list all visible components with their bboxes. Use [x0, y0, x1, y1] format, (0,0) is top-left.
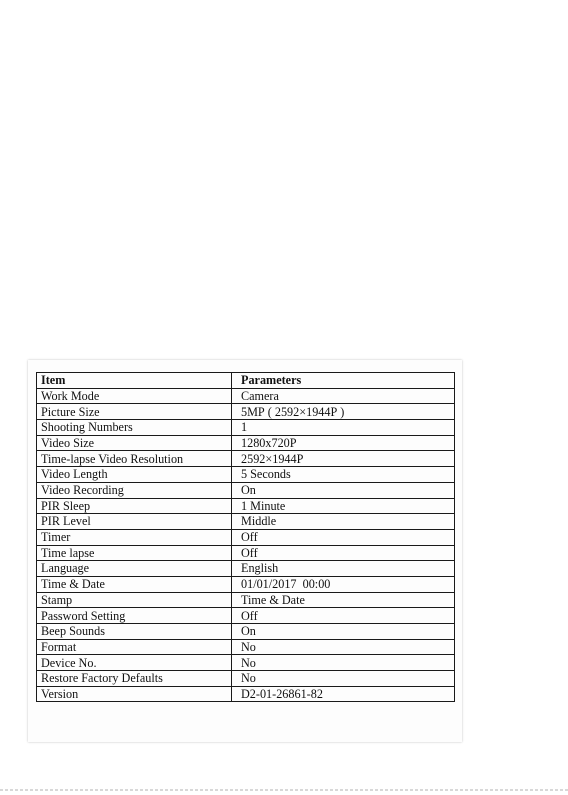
- table-row: [37, 639, 455, 655]
- row-parameter-value: Middle: [232, 514, 455, 530]
- row-parameter-value: 1 Minute: [232, 498, 455, 514]
- row-item-label: Time lapse: [37, 545, 232, 561]
- row-item-label: Device No.: [37, 655, 232, 671]
- header-item: Item: [37, 373, 232, 389]
- table-row: [37, 686, 455, 702]
- row-parameter-value: 1280x720P: [232, 435, 455, 451]
- table-row: [37, 514, 455, 530]
- row-parameter-value: 01/01/2017 00:00: [232, 576, 455, 592]
- row-item-label: PIR Level: [37, 514, 232, 530]
- row-parameter-value: No: [232, 639, 455, 655]
- row-parameter-value: Off: [232, 545, 455, 561]
- row-parameter-value: On: [232, 624, 455, 640]
- table-row: [37, 498, 455, 514]
- row-parameter-value: Off: [232, 529, 455, 545]
- row-parameter-value: 2592×1944P: [232, 451, 455, 467]
- row-parameter-value: Camera: [232, 388, 455, 404]
- row-item-label: Language: [37, 561, 232, 577]
- row-item-label: Timer: [37, 529, 232, 545]
- table-header-row: [37, 373, 455, 389]
- row-item-label: Work Mode: [37, 388, 232, 404]
- table-row: [37, 529, 455, 545]
- table-row: [37, 592, 455, 608]
- row-parameter-value: Off: [232, 608, 455, 624]
- row-item-label: Stamp: [37, 592, 232, 608]
- row-item-label: Video Length: [37, 467, 232, 483]
- row-parameter-value: On: [232, 482, 455, 498]
- row-parameter-value: D2-01-26861-82: [232, 686, 455, 702]
- table-row: [37, 435, 455, 451]
- table-row: [37, 576, 455, 592]
- table-row: [37, 388, 455, 404]
- header-parameters: Parameters: [232, 373, 455, 389]
- row-item-label: Shooting Numbers: [37, 420, 232, 436]
- row-item-label: Restore Factory Defaults: [37, 671, 232, 687]
- table-row: [37, 624, 455, 640]
- table-row: [37, 608, 455, 624]
- row-parameter-value: 5 Seconds: [232, 467, 455, 483]
- page-bottom-edge: [0, 789, 568, 791]
- row-item-label: Video Recording: [37, 482, 232, 498]
- table-row: [37, 451, 455, 467]
- row-item-label: Time-lapse Video Resolution: [37, 451, 232, 467]
- row-parameter-value: 1: [232, 420, 455, 436]
- default-parameters-table: [36, 372, 455, 702]
- row-item-label: Video Size: [37, 435, 232, 451]
- row-item-label: Password Setting: [37, 608, 232, 624]
- row-item-label: Beep Sounds: [37, 624, 232, 640]
- table-row: [37, 467, 455, 483]
- table-row: [37, 404, 455, 420]
- table-row: [37, 420, 455, 436]
- row-item-label: PIR Sleep: [37, 498, 232, 514]
- table-row: [37, 655, 455, 671]
- table-row: [37, 545, 455, 561]
- table-row: [37, 561, 455, 577]
- table-row: [37, 482, 455, 498]
- table-row: [37, 671, 455, 687]
- row-parameter-value: Time & Date: [232, 592, 455, 608]
- row-parameter-value: 5MP ( 2592×1944P ): [232, 404, 455, 420]
- row-item-label: Format: [37, 639, 232, 655]
- row-parameter-value: No: [232, 655, 455, 671]
- row-item-label: Picture Size: [37, 404, 232, 420]
- row-parameter-value: English: [232, 561, 455, 577]
- row-item-label: Time & Date: [37, 576, 232, 592]
- row-parameter-value: No: [232, 671, 455, 687]
- row-item-label: Version: [37, 686, 232, 702]
